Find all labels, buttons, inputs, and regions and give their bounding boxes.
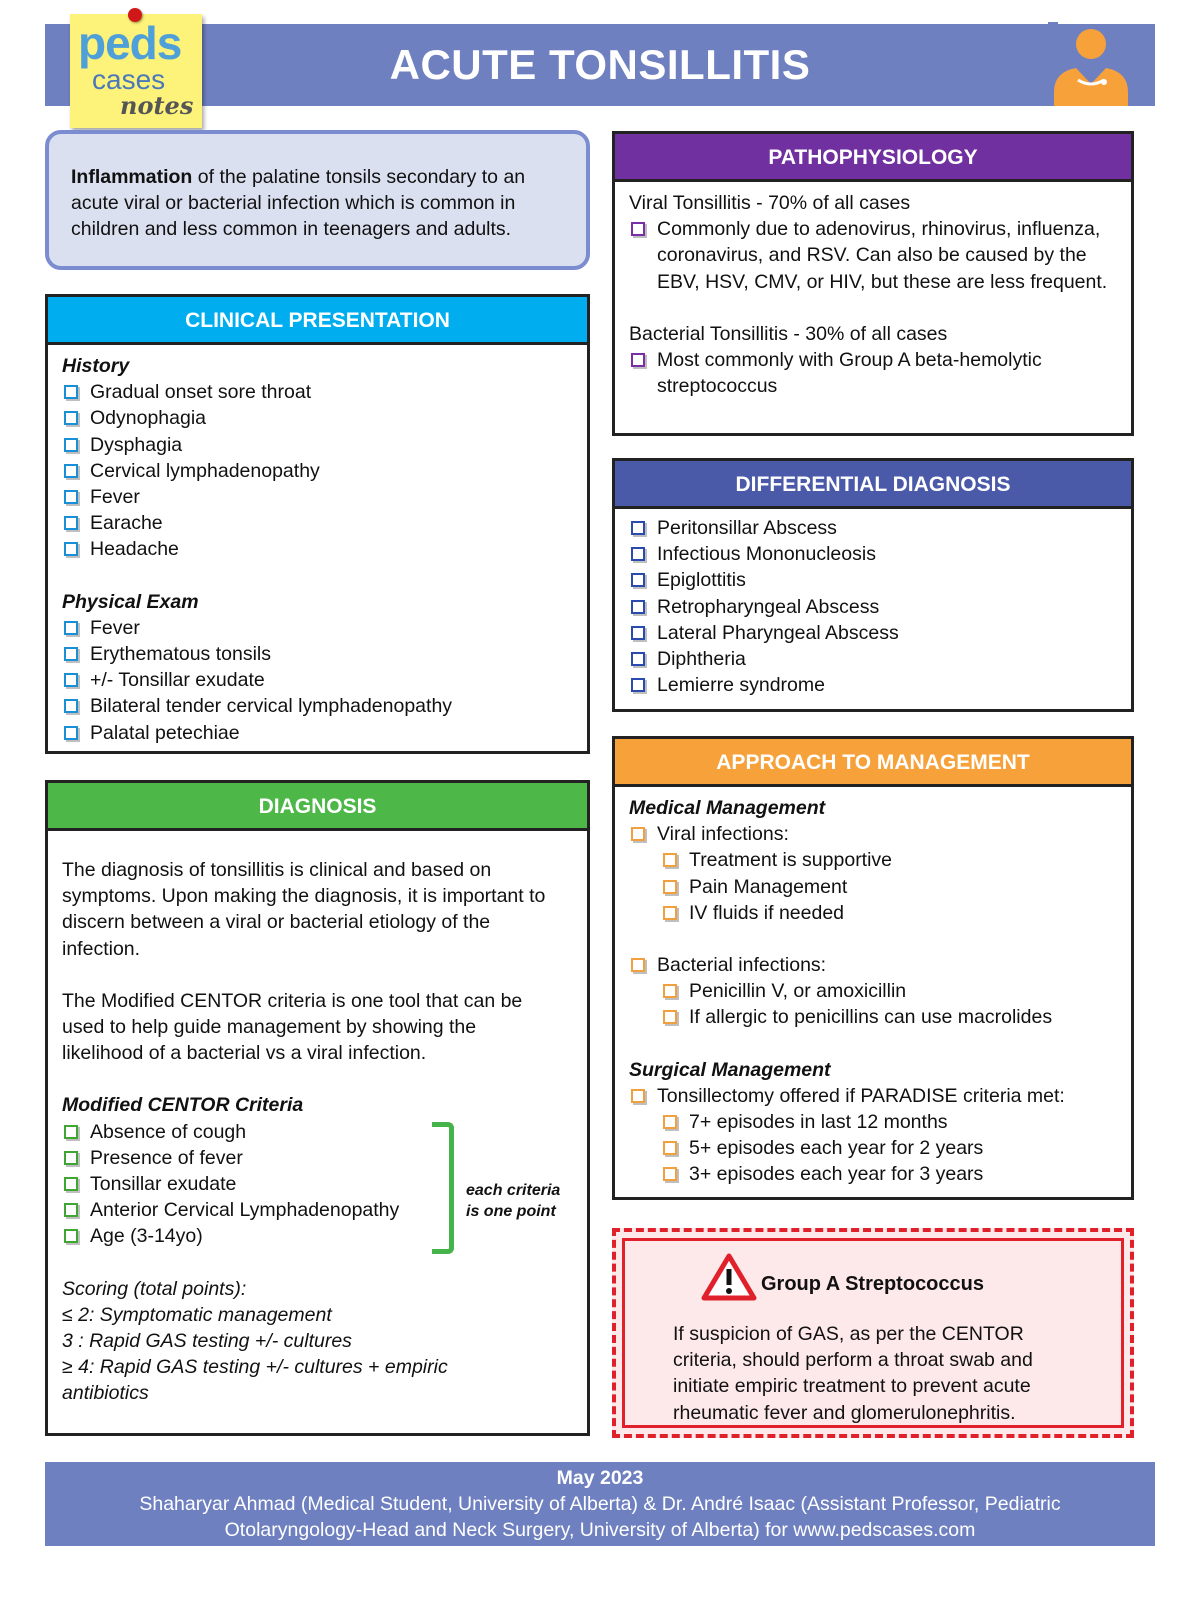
management-panel bbox=[612, 736, 1134, 1200]
gas-text: If suspicion of GAS, as per the CENTOR criteria, should perform a throat swab and initiate empiric treatment to prevent acute rheumatic fever and glomerulonephritis. bbox=[673, 1323, 1033, 1424]
differential-text: Retropharyngeal Abscess bbox=[657, 595, 880, 618]
footer-credits-line-1: Shaharyar Ahmad (Medical Student, University of Alberta) & Dr. André Isaac (Assistant Professor, Pediatric bbox=[139, 1493, 1061, 1515]
differential-item bbox=[629, 620, 1117, 646]
viral-management-item bbox=[629, 874, 1117, 900]
paradise-criterion-item bbox=[629, 1109, 1117, 1135]
bacterial-infections-label: Bacterial infections: bbox=[657, 954, 827, 977]
checkbox-icon bbox=[631, 652, 645, 666]
definition-box bbox=[45, 130, 590, 270]
definition-text: of the palatine tonsils secondary to an acute viral or bacterial infection which is common in children and less common in teenagers and adults. bbox=[71, 166, 526, 240]
footer-credits-line-2: Otolaryngology-Head and Neck Surgery, University of Alberta) for www.pedscases.com bbox=[224, 1519, 976, 1541]
diagnosis-paragraph-1: The diagnosis of tonsillitis is clinical and based on symptoms. Upon making the diagnosis, it is important to discern between a viral or bacterial etiology of the infection. bbox=[62, 859, 546, 960]
centor-criteria-label: Modified CENTOR Criteria bbox=[62, 1094, 304, 1117]
physical-exam-item bbox=[62, 693, 573, 719]
paradise-criterion-item bbox=[629, 1135, 1117, 1161]
bracket-note-line-2: is one point bbox=[466, 1203, 556, 1220]
viral-infections-item bbox=[629, 821, 1117, 847]
history-item bbox=[62, 405, 573, 431]
diagnosis-body bbox=[48, 831, 587, 1407]
checkbox-icon bbox=[64, 490, 78, 504]
history-text: Earache bbox=[90, 512, 163, 535]
differential-diagnosis-list bbox=[629, 515, 1117, 698]
diagnosis-header: DIAGNOSIS bbox=[48, 783, 587, 831]
history-text: Dysphagia bbox=[90, 433, 183, 456]
pathophysiology-body bbox=[615, 182, 1131, 399]
gas-warning-box bbox=[612, 1228, 1134, 1438]
definition-term: Inflammation bbox=[71, 166, 193, 188]
checkbox-icon bbox=[64, 1229, 78, 1243]
physical-exam-text: Fever bbox=[90, 616, 140, 639]
scoring-item bbox=[62, 1328, 493, 1354]
footer bbox=[45, 1462, 1155, 1546]
checkbox-icon bbox=[631, 827, 645, 841]
checkbox-icon bbox=[631, 626, 645, 640]
differential-diagnosis-panel bbox=[612, 458, 1134, 712]
bracket-note-line-1: each criteria bbox=[466, 1182, 561, 1199]
medical-management-label: Medical Management bbox=[629, 797, 826, 819]
checkbox-icon bbox=[663, 853, 677, 867]
scoring-label: Scoring (total points): bbox=[62, 1277, 247, 1300]
checkbox-icon bbox=[631, 958, 645, 972]
physical-exam-item bbox=[62, 667, 573, 693]
paradise-criterion-text: 3+ episodes each year for 3 years bbox=[689, 1163, 984, 1186]
scoring-text: ≥ 4: Rapid GAS testing +/- cultures + empiric antibiotics bbox=[62, 1356, 448, 1405]
differential-item bbox=[629, 515, 1117, 541]
checkbox-icon bbox=[64, 542, 78, 556]
history-item bbox=[62, 379, 573, 405]
bacterial-management-text: Penicillin V, or amoxicillin bbox=[689, 980, 907, 1003]
diagnosis-paragraph-2: The Modified CENTOR criteria is one tool that can be used to help guide management by showing the likelihood of a bacterial vs a viral infection. bbox=[62, 989, 523, 1065]
checkbox-icon bbox=[64, 1125, 78, 1139]
clinical-presentation-panel bbox=[45, 294, 590, 754]
pathophysiology-header: PATHOPHYSIOLOGY bbox=[615, 134, 1131, 182]
history-item bbox=[62, 536, 573, 562]
surgical-management-label: Surgical Management bbox=[629, 1058, 831, 1081]
history-item bbox=[62, 510, 573, 536]
bacterial-infections-item bbox=[629, 952, 1117, 978]
viral-management-text: IV fluids if needed bbox=[689, 901, 845, 924]
physical-exam-list bbox=[62, 615, 573, 746]
physical-exam-label: Physical Exam bbox=[62, 590, 199, 613]
checkbox-icon bbox=[64, 438, 78, 452]
clinical-presentation-body bbox=[48, 345, 587, 746]
checkbox-icon bbox=[631, 222, 645, 236]
differential-text: Lemierre syndrome bbox=[657, 674, 825, 697]
criteria-bracket bbox=[432, 1122, 454, 1254]
differential-item bbox=[629, 672, 1117, 698]
doctor-icon bbox=[1048, 22, 1134, 106]
checkbox-icon bbox=[64, 1177, 78, 1191]
logo-notes: notes bbox=[120, 91, 194, 120]
clinical-presentation-header: CLINICAL PRESENTATION bbox=[48, 297, 587, 345]
differential-diagnosis-header: DIFFERENTIAL DIAGNOSIS bbox=[615, 461, 1131, 509]
centor-criterion-text: Tonsillar exudate bbox=[90, 1173, 237, 1196]
scoring-item bbox=[62, 1302, 493, 1328]
bacterial-management-text: If allergic to penicillins can use macrolides bbox=[689, 1006, 1053, 1029]
differential-text: Infectious Mononucleosis bbox=[657, 543, 876, 566]
checkbox-icon bbox=[631, 547, 645, 561]
checkbox-icon bbox=[631, 573, 645, 587]
pathophysiology-panel bbox=[612, 131, 1134, 436]
page-title: ACUTE TONSILLITIS bbox=[389, 41, 811, 88]
centor-criterion-text: Age (3-14yo) bbox=[90, 1225, 203, 1248]
checkbox-icon bbox=[663, 1010, 677, 1024]
checkbox-icon bbox=[663, 1115, 677, 1129]
viral-management-item bbox=[629, 847, 1117, 873]
viral-infections-label: Viral infections: bbox=[657, 823, 789, 846]
viral-management-item bbox=[629, 900, 1117, 926]
checkbox-icon bbox=[663, 1141, 677, 1155]
history-item bbox=[62, 458, 573, 484]
logo-peds: peds bbox=[78, 17, 182, 69]
checkbox-icon bbox=[64, 411, 78, 425]
header-bar bbox=[45, 24, 1155, 106]
differential-item bbox=[629, 541, 1117, 567]
physical-exam-text: Erythematous tonsils bbox=[90, 643, 271, 666]
viral-tonsillitis-item bbox=[629, 216, 1117, 295]
checkbox-icon bbox=[64, 673, 78, 687]
checkbox-icon bbox=[631, 600, 645, 614]
checkbox-icon bbox=[64, 1151, 78, 1165]
viral-management-text: Pain Management bbox=[689, 875, 848, 898]
history-text: Odynophagia bbox=[90, 407, 207, 430]
checkbox-icon bbox=[64, 647, 78, 661]
checkbox-icon bbox=[631, 521, 645, 535]
physical-exam-item bbox=[62, 641, 573, 667]
physical-exam-item bbox=[62, 720, 573, 746]
checkbox-icon bbox=[64, 1203, 78, 1217]
physical-exam-text: Palatal petechiae bbox=[90, 721, 240, 744]
bacterial-management-item bbox=[629, 1004, 1117, 1030]
scoring-text: 3 : Rapid GAS testing +/- cultures bbox=[62, 1330, 352, 1353]
scoring-list bbox=[62, 1302, 573, 1407]
history-label: History bbox=[62, 355, 130, 377]
checkbox-icon bbox=[663, 1167, 677, 1181]
physical-exam-text: Bilateral tender cervical lymphadenopathy bbox=[90, 695, 453, 718]
gas-warning-inner bbox=[622, 1238, 1124, 1428]
gas-title: Group A Streptococcus bbox=[761, 1273, 984, 1295]
checkbox-icon bbox=[663, 880, 677, 894]
footer-date: May 2023 bbox=[556, 1467, 644, 1489]
management-header: APPROACH TO MANAGEMENT bbox=[615, 739, 1131, 787]
differential-diagnosis-body bbox=[615, 509, 1131, 698]
scoring-item bbox=[62, 1354, 493, 1406]
warning-icon bbox=[701, 1253, 757, 1301]
differential-text: Epiglottitis bbox=[657, 569, 746, 592]
viral-management-list bbox=[629, 847, 1117, 926]
viral-tonsillitis-text: Commonly due to adenovirus, rhinovirus, influenza, coronavirus, and RSV. Can also be caused by the EBV, HSV, CMV, or HIV, but these are less frequent. bbox=[657, 218, 1108, 293]
checkbox-icon bbox=[631, 1089, 645, 1103]
paradise-criterion-text: 7+ episodes in last 12 months bbox=[689, 1111, 948, 1134]
bacterial-management-item bbox=[629, 978, 1117, 1004]
centor-criterion-item bbox=[62, 1119, 573, 1145]
history-item bbox=[62, 432, 573, 458]
history-text: Fever bbox=[90, 486, 140, 509]
surgical-intro-text: Tonsillectomy offered if PARADISE criteria met: bbox=[657, 1084, 1065, 1107]
history-text: Headache bbox=[90, 538, 179, 561]
checkbox-icon bbox=[663, 906, 677, 920]
surgical-intro-item bbox=[629, 1083, 1117, 1109]
checkbox-icon bbox=[64, 621, 78, 635]
management-body bbox=[615, 787, 1131, 1188]
differential-item bbox=[629, 567, 1117, 593]
centor-criterion-text: Presence of fever bbox=[90, 1146, 243, 1169]
logo-cases: cases bbox=[92, 64, 166, 95]
bracket-note bbox=[466, 1180, 560, 1222]
bacterial-management-list bbox=[629, 978, 1117, 1030]
checkbox-icon bbox=[64, 464, 78, 478]
checkbox-icon bbox=[631, 353, 645, 367]
viral-management-text: Treatment is supportive bbox=[689, 849, 893, 872]
checkbox-icon bbox=[64, 726, 78, 740]
history-text: Gradual onset sore throat bbox=[90, 381, 312, 404]
checkbox-icon bbox=[663, 984, 677, 998]
diagnosis-panel bbox=[45, 780, 590, 1436]
physical-exam-item bbox=[62, 615, 573, 641]
checkbox-icon bbox=[631, 678, 645, 692]
checkbox-icon bbox=[64, 385, 78, 399]
centor-criterion-item bbox=[62, 1223, 573, 1249]
bacterial-tonsillitis-text: Most commonly with Group A beta-hemolytic streptococcus bbox=[657, 349, 1042, 398]
centor-criterion-text: Absence of cough bbox=[90, 1120, 247, 1143]
checkbox-icon bbox=[64, 516, 78, 530]
differential-item bbox=[629, 646, 1117, 672]
viral-tonsillitis-label: Viral Tonsillitis - 70% of all cases bbox=[629, 192, 911, 214]
bacterial-tonsillitis-label: Bacterial Tonsillitis - 30% of all cases bbox=[629, 322, 948, 345]
paradise-criterion-item bbox=[629, 1161, 1117, 1187]
pedscases-logo bbox=[70, 14, 202, 128]
history-list bbox=[62, 379, 573, 562]
centor-criterion-item bbox=[62, 1145, 573, 1171]
checkbox-icon bbox=[64, 699, 78, 713]
bacterial-tonsillitis-item bbox=[629, 347, 1117, 399]
differential-item bbox=[629, 594, 1117, 620]
physical-exam-text: +/- Tonsillar exudate bbox=[90, 669, 265, 692]
centor-criterion-text: Anterior Cervical Lymphadenopathy bbox=[90, 1199, 400, 1222]
history-item bbox=[62, 484, 573, 510]
differential-text: Peritonsillar Abscess bbox=[657, 517, 837, 539]
surgical-criteria-list bbox=[629, 1109, 1117, 1188]
differential-text: Lateral Pharyngeal Abscess bbox=[657, 621, 899, 644]
scoring-text: ≤ 2: Symptomatic management bbox=[62, 1303, 332, 1326]
differential-text: Diphtheria bbox=[657, 648, 746, 671]
history-text: Cervical lymphadenopathy bbox=[90, 459, 320, 482]
paradise-criterion-text: 5+ episodes each year for 2 years bbox=[689, 1137, 984, 1160]
